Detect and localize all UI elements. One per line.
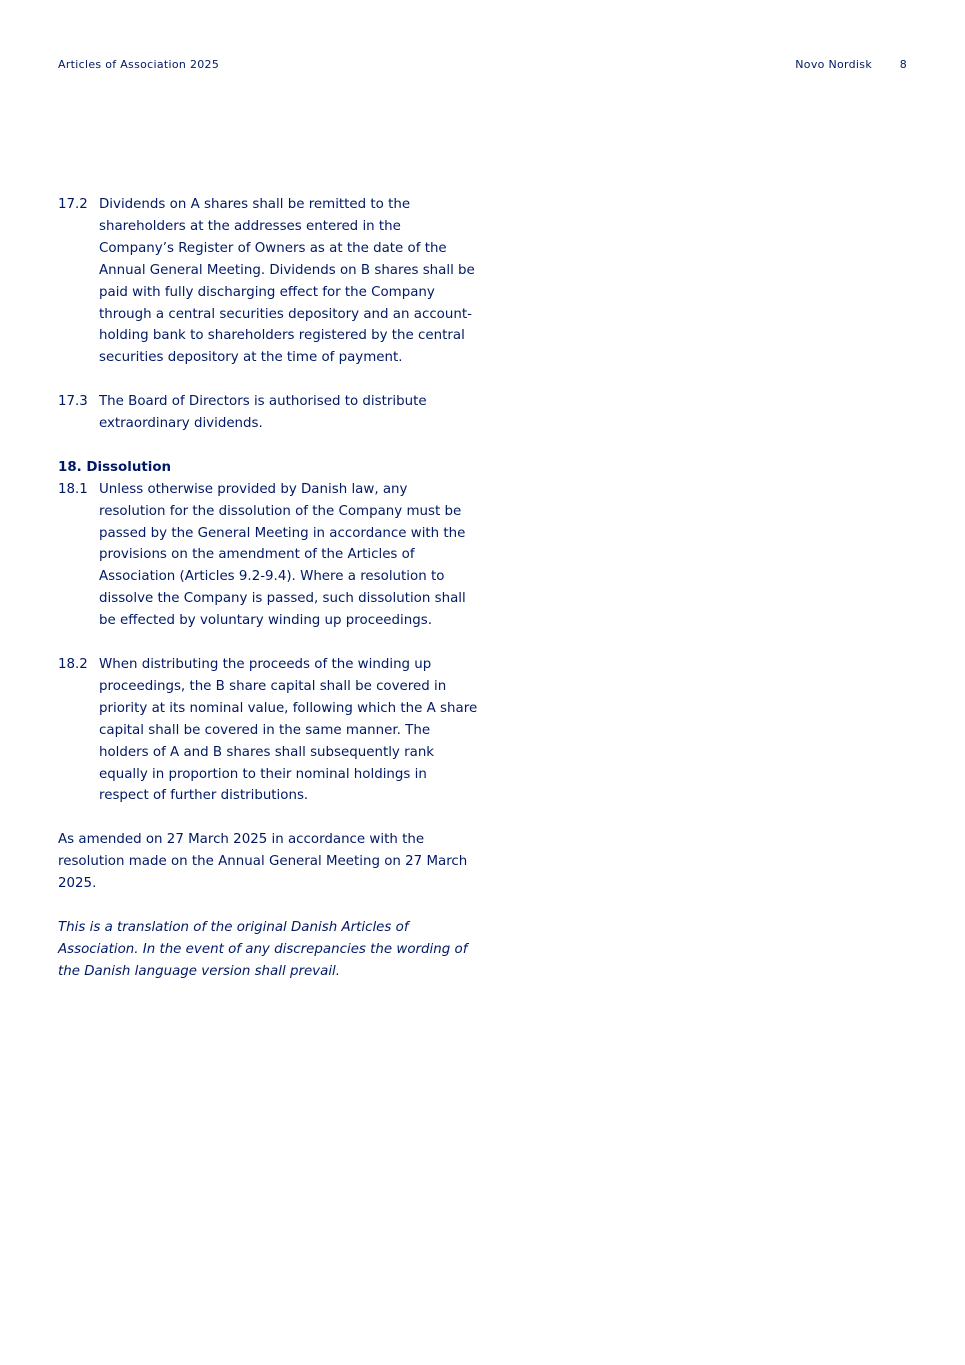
clause-18-2: [58, 654, 478, 807]
clause-18-1: [58, 479, 478, 632]
document-body: [58, 194, 478, 983]
clause-17-3: [58, 391, 478, 435]
page-header: [58, 58, 907, 74]
clause-number: 18.2: [58, 656, 88, 672]
amendment-note: As amended on 27 March 2025 in accordance with the resolution made on the Annual General Meeting on 27 March 2025.: [58, 832, 468, 892]
clause-number: 17.2: [58, 197, 88, 212]
clause-text: Dividends on A shares shall be remitted to the shareholders at the addresses entered in the Company’s Register of Owners as at the date of the Annual General Meeting. Dividends on B shares shall be paid with fully discharging effect for the Company through a central securities depository and an account-holding bank to shareholders registered by the central securities depository at the time of payment.: [99, 197, 475, 366]
translation-disclaimer: This is a translation of the original Danish Articles of Association. In the event of any discrepancies the wording of the Danish language version shall prevail.: [58, 919, 468, 979]
clause-number: 17.3: [58, 394, 88, 410]
section-heading-dissolution: 18. Dissolution: [58, 459, 172, 475]
clause-text: Unless otherwise provided by Danish law, any resolution for the dissolution of the Company must be passed by the General Meeting in accordance with the provisions on the amendment of the Articles of Association (Articles 9.2-9.4). Where a resolution to dissolve the Company is passed, such dissolution shall be effected by voluntary winding up proceedings.: [99, 481, 466, 629]
document-title: Articles of Association 2025: [58, 58, 220, 71]
clause-number: 18.1: [58, 481, 88, 497]
page-number: 8: [899, 58, 907, 71]
clause-text: The Board of Directors is authorised to distribute extraordinary dividends.: [99, 394, 427, 432]
company-name: Novo Nordisk: [795, 58, 872, 71]
clause-text: When distributing the proceeds of the winding up proceedings, the B share capital shall be covered in priority at its nominal value, following which the A share capital shall be covered in the same manner. The holders of A and B shares shall subsequently rank equally in proportion to their nominal holdings in respect of further distributions.: [99, 656, 478, 804]
clause-17-2: [58, 194, 478, 369]
